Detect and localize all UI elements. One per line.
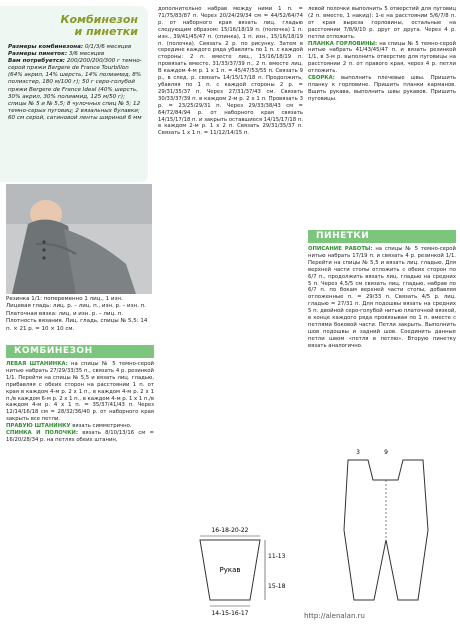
sleeve-right-dim-1: 11-13: [268, 553, 286, 560]
left-leg-text: на спицы № 5 темно-серой нитью набрать 27/29/33/35 п., связать 4 р. резинкой 1/1. Перейти на спицы № 5,5 и вязать лиц. гладью, прибавляя с обеих сторон на расстоянии 1 п. от края в каждом 4-м р. 2 х 1 п., в каждом 4-м р. 2 х 1 п./в каждом 6-м р. 2 х 1 п., в каждом 4-м р. 1 х 1 п./в каждом 4-м р. 4 х 1 п. = 35/37/41/43 п. Через 12/14/16/18 см = 28/32/36/40 р. от наборного края закрыть все петли.: [6, 361, 154, 423]
legend-garter: Платочная вязка: лиц. и изн. р. – лиц. п.: [6, 310, 124, 317]
technique-legend: [6, 296, 154, 333]
section-title-booties: ПИНЕТКИ: [308, 230, 456, 243]
sizes-label: Размеры комбинезона:: [8, 44, 84, 50]
sleeve-bottom-dim: 14-15-16-17: [211, 610, 249, 617]
neck-band-text: на спицы № 5 темно-серой нитью набрать 41/43/45/47 п. и вязать резинкой 1/1, в 3-м р. выполнить отверстие для пуговицы на расстоянии 2 п. от правого края, через 4 р. петли отложить.: [308, 40, 456, 75]
back-fronts-text: вязать 8/10/13/16 см = 16/20/28/34 р. на петлях обеих штанин,: [6, 430, 154, 443]
need-label: Вам потребуется:: [8, 58, 66, 65]
sleeve-right-dim-2: 15-18: [268, 583, 286, 590]
column-3: [308, 6, 456, 103]
column-2: [158, 6, 303, 137]
need-value: 200/200/200/300 г темно-серой пряжи Bergere de France Tourbillon (64% акрил, 14% шерсть, 14% полиамид, 8% полиэстер, 180 м/100 г); 50 г серо-голубой пряжи Bergere de France Ideal (40% шерсть, 30% акрил, 30% полиамид, 125 м/50 г); спицы № 5 и № 5,5; 8 чулочных спиц № 5; 12 темно-серых пуговиц; 2 вязальных булавки; 60 см серой, сатиновой ленты шириной 6 мм: [8, 58, 142, 121]
sleeve-diagram: [170, 520, 300, 620]
title-line-1: Комбинезон: [60, 13, 138, 26]
legend-gauge: Плотность вязания. Лиц. гладь, спицы № 5,5: 14 п. × 21 р. = 10 × 10 см.: [6, 318, 148, 332]
left-leg-heading: ЛЕВАЯ ШТАНИНКА:: [6, 361, 68, 367]
section-title-overall: КОМБИНЕЗОН: [6, 345, 154, 358]
right-leg-heading: ПРАВУЮ ШТАНИНКУ: [6, 423, 71, 430]
assembly-heading: СБОРКА:: [308, 75, 335, 82]
sizes2-value: 3/6 месяцев: [68, 51, 105, 58]
booties-column: [308, 246, 456, 350]
legend-stockinette: Лицевая гладь: лиц. р. – лиц. п., изн. р. – изн. п.: [6, 303, 146, 310]
materials-box: [0, 6, 148, 182]
back-fronts-heading: СПИНКА И ПОЛОЧКИ:: [6, 430, 78, 437]
booties-heading: ОПИСАНИЕ РАБОТЫ:: [308, 246, 373, 252]
column-3-text-1: левой полочки выполнить 5 отверстий для пуговиц (2 п. вместе, 1 накид): 1-е на расстоянии 5/6/7/8 п. от края выреза горловины, остальные на расстоянии 7/8/9/10 р. друг от друга. Через 4 р. петли отложить.: [308, 6, 456, 40]
column-1: [6, 361, 154, 444]
sizes2-label: Размеры пинеток:: [8, 51, 68, 58]
pattern-title: [8, 14, 138, 38]
title-line-2: и пинетки: [74, 25, 138, 38]
overall-dim-1: 3: [356, 449, 360, 456]
assembly-text: выполнить плечевые швы. Пришить планку к горловине. Пришить планки карманов. Вшить рукава, выполнить швы рукавов. Пришить пуговицы.: [308, 75, 456, 102]
sleeve-top-dim: 16-18-20-22: [211, 527, 249, 534]
site-watermark: http://alenalan.ru: [304, 612, 365, 620]
legend-rib: Резинка 1/1: попеременно 1 лиц., 1 изн.: [6, 296, 123, 302]
overall-diagram: [318, 440, 454, 610]
column-2-text: дополнительно набрав между ними 1 п. = 71/75/83/87 п. Через 20/24/29/34 см = 44/52/64/74 р. от наборного края вязать лиц. гладью следующим образом: 15/16/18/19 п. (полочка) 1 п. изн., 39/41/45/47 п. (спинка), 1 п. изн., 15/16/18/19 п. (полочка). Связать 2 р. по рисунку. Затем в середине каждого ряда убавлять по 1 п. с каждой стороны: 2 п. вместе лиц., 15/16/18/19 п. провязать вместе, 31/33/37/39 п., 2 п. вместе лиц. В каждом 4-м р. 1 х 1 п. = 45/47/53/55 п. Связать 9 р., в след. р. связать 14/15/17/18 п. Продолжить, убавляя по 1 п. с каждой стороны 2 р. = 29/31/35/37 п. Через 27/31/37/43 см. Связать 30/33/37/39 п. в каждом 2-м р. 2 х 1 п. Провязать 3 р. = 23/25/29/31 п. Через 29/33/38/43 см = 64/72/84/94 р. от наборного края связать 14/15/17/18 п. и закрыть оставшиеся 14/15/17/18 п. в каждом 2-м р. 1 х 2 п. Связать 29/31/35/37 п. Связать 1 х 1 п. = 11/12/14/15 п.: [158, 6, 303, 137]
neck-band-heading: ПЛАНКА ГОРЛОВИНЫ:: [308, 40, 378, 47]
sleeve-label: Рукав: [219, 566, 241, 574]
booties-text: на спицы № 5 темно-серой нитью набрать 17/19 п. и связать 4 р. резинкой 1/1. Перейти на спицы № 5,5 и вязать лиц. гладью. Для верхней части стопы отложить с обеих сторон по 6/7 п., продолжить вязать лиц. гладью на средних 5 п. Через 4,5/5 см связать лиц. гладью, набрав по 6/7 п. по бокам верхней части стопы, добавляя отложенные п. = 29/33 п. Связать 4/5 р. лиц. гладью = 27/31 п. Для подошвы вязать на средних 5 п. двойной серо-голубой нитью платочной вязкой, в конце каждого ряда провязывая по 1 п. вместе с петлями боковой части. Петли закрыть. Выполнить шов подошвы и задний шов. Соединить данные петли швом «петля в петлю». Вторую пинетку вязать аналогично.: [308, 246, 456, 349]
right-leg-text: вязать симметрично.: [72, 423, 132, 430]
baby-photo: [6, 184, 152, 294]
overall-dim-2: 9: [384, 449, 388, 456]
sizes-value: 0/1/3/6 месяцев: [84, 44, 132, 50]
